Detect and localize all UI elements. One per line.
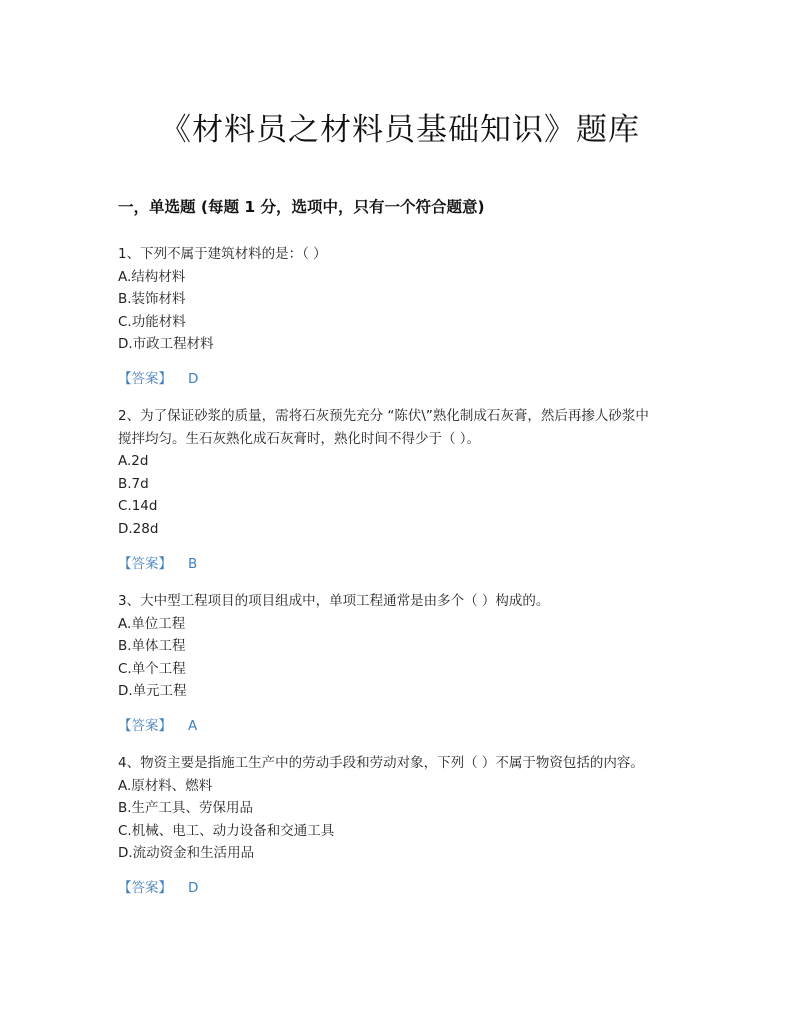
option-a: A.原材料、燃料: [118, 777, 213, 794]
answer-label: 【答案】: [118, 371, 172, 388]
question-stem-line-1: 2、为了保证砂浆的质量，需将石灰预先充分 “陈伏\”熟化制成石灰膏，然后再掺人砂浆中: [118, 408, 649, 424]
option-b: B.装饰材料: [118, 291, 186, 308]
answer-value: A: [188, 718, 198, 735]
question-4: [118, 752, 690, 900]
question-2: [118, 405, 690, 576]
option-c: C.功能材料: [118, 313, 186, 330]
answer-label: 【答案】: [118, 880, 172, 897]
option-d: D.单元工程: [118, 683, 187, 700]
option-d: D.28d: [118, 520, 159, 537]
option-c: C.14d: [118, 498, 158, 515]
option-b: B.生产工具、劳保用品: [118, 800, 254, 817]
option-a: A.2d: [118, 453, 149, 470]
answer-line: [118, 877, 690, 900]
answer-label: 【答案】: [118, 718, 172, 735]
answer-label: 【答案】: [118, 556, 172, 573]
question-1: [118, 243, 690, 391]
answer-value: B: [188, 556, 198, 573]
answer-value: D: [188, 371, 199, 388]
answer-line: [118, 553, 690, 576]
question-stem-line-2: 搅拌均匀。生石灰熟化成石灰膏时，熟化时间不得少于（ ）。: [118, 430, 481, 447]
question-3: [118, 590, 690, 738]
option-b: B.单体工程: [118, 638, 186, 655]
option-c: C.单个工程: [118, 660, 186, 677]
option-b: B.7d: [118, 475, 149, 492]
question-stem: 1、下列不属于建筑材料的是：（ ）: [118, 246, 327, 262]
option-a: A.结构材料: [118, 268, 186, 285]
answer-line: [118, 368, 690, 391]
option-a: A.单位工程: [118, 615, 186, 632]
option-d: D.市政工程材料: [118, 336, 214, 353]
document-title: 《材料员之材料员基础知识》题库: [160, 112, 640, 148]
question-stem: 3、大中型工程项目的项目组成中，单项工程通常是由多个（ ）构成的。: [118, 593, 550, 609]
answer-line: [118, 715, 690, 738]
section-heading: 一，单选题 (每题 1 分，选项中，只有一个符合题意): [118, 198, 485, 216]
option-d: D.流动资金和生活用品: [118, 845, 255, 862]
question-stem: 4、物资主要是指施工生产中的劳动手段和劳动对象，下列（ ）不属于物资包括的内容。: [118, 755, 644, 771]
answer-value: D: [188, 880, 199, 897]
option-c: C.机械、电工、动力设备和交通工具: [118, 822, 335, 839]
